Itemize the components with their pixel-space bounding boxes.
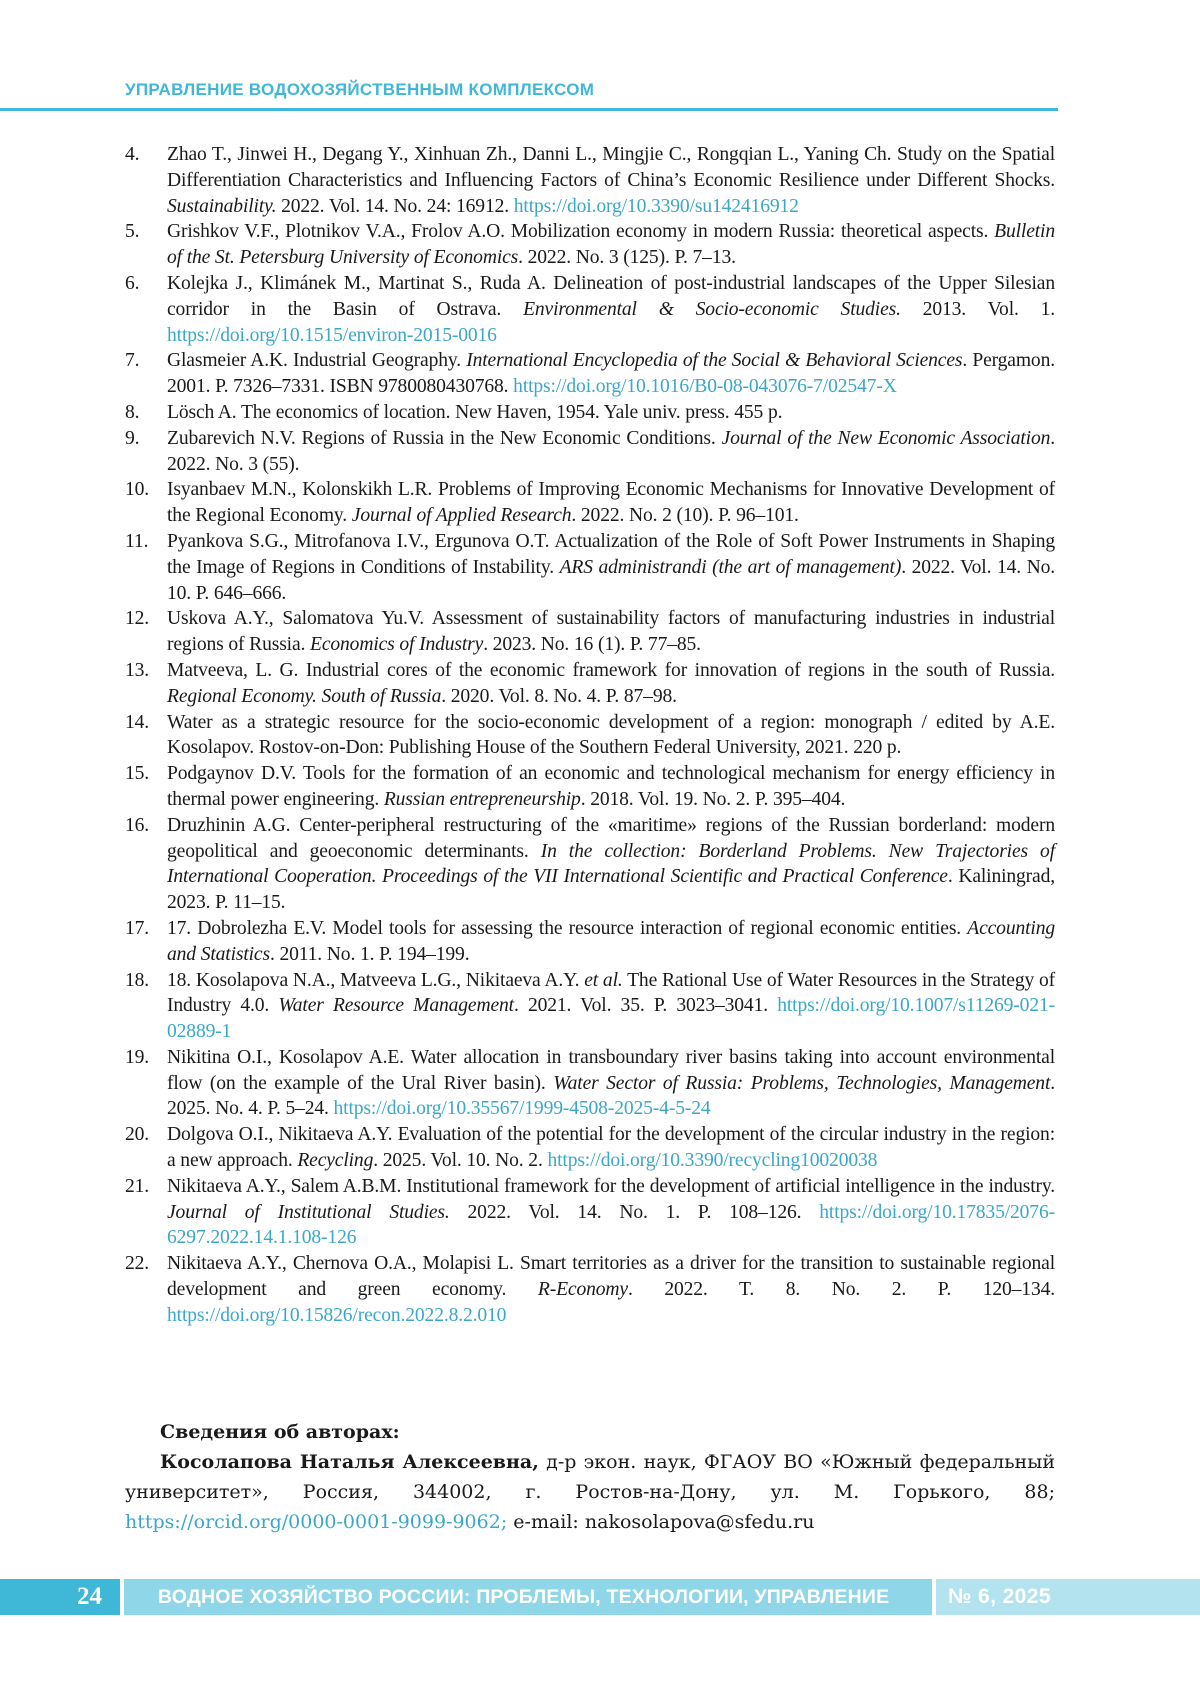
reference-number: 7. [125, 350, 140, 372]
reference-item [125, 1122, 1055, 1174]
reference-source: Regional Economy. South of Russia [167, 685, 442, 707]
reference-item [125, 813, 1055, 916]
reference-text: . 2022. No. 3 (125). P. 7–13. [518, 247, 736, 269]
reference-text: . 2022. T. 8. No. 2. P. 120–134. [627, 1279, 1055, 1301]
reference-text: Lösch A. The economics of location. New Haven, 1954. Yale univ. press. 455 p. [167, 401, 783, 423]
reference-list [125, 142, 1055, 1329]
reference-text: The Rational Use of Water Resources in the Strategy of Industry 4.0. [167, 969, 1055, 1017]
reference-text: Druzhinin A.G. Center-peripheral restructuring of the «maritime» regions of the Russian borderland: modern geopolitical and geoeconomic determinants. [167, 814, 1055, 862]
header-rule [0, 108, 1058, 111]
reference-item [125, 606, 1055, 658]
reference-number: 15. [125, 763, 150, 785]
reference-number: 17. [125, 917, 150, 939]
reference-number: 6. [125, 272, 140, 294]
reference-text: . 2018. Vol. 19. No. 2. P. 395–404. [580, 788, 846, 810]
reference-text: . 2020. Vol. 8. No. 4. P. 87–98. [441, 685, 677, 707]
reference-item [125, 710, 1055, 762]
reference-text: . Kaliningrad, 2023. P. 11–15. [167, 866, 1055, 914]
author-entry [125, 1447, 1055, 1537]
authors-section [125, 1417, 1055, 1537]
reference-source: R-Economy [537, 1279, 628, 1301]
reference-source: Journal of Applied Research [351, 505, 572, 527]
reference-number: 5. [125, 221, 140, 243]
issue-number: № 6, 2025 [936, 1579, 1200, 1615]
reference-text: Nikitina O.I., Kosolapov A.E. Water allocation in transboundary river basins taking into account environmental flow (on the example of the Ural River basin). [167, 1046, 1055, 1094]
reference-text: . 2023. No. 16 (1). P. 77–85. [483, 634, 701, 656]
reference-number: 20. [125, 1124, 150, 1146]
reference-text: Kolejka J., Klimánek M., Martinat S., Ruda A. Delineation of post-industrial landscapes of the Upper Silesian corridor in the Basin of Ostrava. [167, 272, 1055, 320]
reference-item [125, 1045, 1055, 1122]
reference-text: Glasmeier A.K. Industrial Geography. [167, 350, 467, 372]
reference-doi-link[interactable]: https://doi.org/10.3390/recycling10020038 [547, 1150, 878, 1172]
reference-text: . 2022. Vol. 14. No. 10. P. 646–666. [167, 556, 1056, 604]
reference-source: In the collection: Borderland Problems. New Trajectories of International Cooperation. Proceedings of the VII International Scientific and Practical Conference [167, 840, 1055, 888]
reference-number: 9. [125, 427, 140, 449]
reference-text: Pyankova S.G., Mitrofanova I.V., Ergunova O.T. Actualization of the Role of Soft Power Instruments in Shaping the Image of Regions in Conditions of Instability. [167, 530, 1055, 578]
reference-number: 10. [125, 479, 150, 501]
author-email: e-mail: nakosolapova@sfedu.ru [507, 1511, 815, 1533]
author-details: д-р экон. наук, ФГАОУ ВО «Южный федеральный университет», Россия, 344002, г. Ростов-на-Дону, ул. М. Горького, 88; [125, 1451, 1055, 1503]
reference-text: 2013. Vol. 1. [900, 298, 1055, 320]
reference-text: Nikitaeva A.Y., Chernova O.A., Molapisi L. Smart territories as a driver for the transition to sustainable regional development and green economy. [167, 1253, 1055, 1301]
reference-number: 13. [125, 659, 150, 681]
reference-text: 18. Kosolapova N.A., Matveeva L.G., Nikitaeva A.Y. [167, 969, 585, 991]
reference-text: Zhao T., Jinwei H., Degang Y., Xinhuan Zh., Danni L., Mingjie C., Rongqian L., Yaning Ch. Study on the Spatial Differentiation Characteristics and Influencing Factors of China’s Economic Resilience under Different Shocks. [167, 144, 1055, 191]
reference-text: Podgaynov D.V. Tools for the formation of an economic and technological mechanism for energy efficiency in thermal power engineering. [167, 763, 1055, 810]
reference-item [125, 219, 1055, 271]
page-number: 24 [0, 1579, 120, 1615]
reference-text: . 2011. No. 1. P. 194–199. [269, 943, 470, 965]
reference-doi-link[interactable]: https://doi.org/10.3390/su142416912 [513, 195, 799, 217]
reference-text: . 2022. No. 3 (55). [167, 427, 1055, 475]
reference-source: ARS administrandi (the art of management) [559, 556, 902, 578]
reference-doi-link[interactable]: https://doi.org/10.15826/recon.2022.8.2.010 [167, 1304, 507, 1326]
reference-text: 17. Dobrolezha E.V. Model tools for assessing the resource interaction of regional economic entities. [167, 917, 968, 939]
reference-doi-link[interactable]: https://doi.org/10.17835/2076-6297.2022.14.1.108-126 [167, 1201, 1055, 1249]
reference-source: Water Resource Management [278, 995, 514, 1017]
reference-source: Water Sector of Russia: Problems, Technologies, Management [553, 1072, 1051, 1094]
reference-item [125, 400, 1055, 426]
reference-text: Uskova A.Y., Salomatova Yu.V. Assessment of sustainability factors of manufacturing industries in industrial regions of Russia. [167, 608, 1055, 656]
reference-text: . 2025. No. 4. P. 5–24. [167, 1072, 1055, 1120]
reference-source: Sustainability. [167, 195, 277, 217]
reference-number: 22. [125, 1253, 150, 1275]
reference-item [125, 1174, 1055, 1251]
reference-source: Journal of the New Economic Association [721, 427, 1051, 449]
reference-item [125, 968, 1055, 1045]
reference-item [125, 348, 1055, 400]
reference-item [125, 426, 1055, 478]
reference-number: 8. [125, 401, 140, 423]
reference-item [125, 477, 1055, 529]
reference-text: 2022. Vol. 14. No. 1. P. 108–126. [449, 1201, 820, 1223]
page-footer [0, 1579, 1200, 1615]
reference-source: Journal of Institutional Studies. [167, 1201, 450, 1223]
reference-text: Matveeva, L. G. Industrial cores of the economic framework for innovation of regions in the south of Russia. [167, 659, 1055, 681]
reference-text: Nikitaeva A.Y., Salem A.B.M. Institutional framework for the development of artificial intelligence in the industry. [167, 1175, 1055, 1197]
reference-item [125, 916, 1055, 968]
reference-doi-link[interactable]: https://doi.org/10.35567/1999-4508-2025-4-5-24 [333, 1098, 711, 1120]
reference-source: Economics of Industry [310, 634, 484, 656]
journal-title: ВОДНОЕ ХОЗЯЙСТВО РОССИИ: ПРОБЛЕМЫ, ТЕХНОЛОГИИ, УПРАВЛЕНИЕ [124, 1579, 932, 1615]
reference-text: Grishkov V.F., Plotnikov V.A., Frolov A.O. Mobilization economy in modern Russia: theoretical aspects. [167, 221, 995, 243]
reference-number: 11. [125, 530, 149, 552]
reference-text: . 2022. No. 2 (10). P. 96–101. [571, 505, 799, 527]
reference-number: 18. [125, 969, 150, 991]
reference-number: 4. [125, 144, 140, 165]
reference-item [125, 1251, 1055, 1328]
reference-item [125, 529, 1055, 606]
reference-item [125, 271, 1055, 348]
reference-source: Recycling [297, 1150, 374, 1172]
reference-item [125, 761, 1055, 813]
reference-text: Dolgova O.I., Nikitaeva A.Y. Evaluation of the potential for the development of the circular industry in the region: a new approach. [167, 1124, 1055, 1172]
reference-doi-link[interactable]: https://doi.org/10.1515/environ-2015-0016 [167, 324, 497, 346]
reference-source: International Encyclopedia of the Social & Behavioral Sciences [466, 350, 963, 372]
reference-text: 2022. Vol. 14. No. 24: 16912. [276, 195, 514, 217]
authors-heading: Сведения об авторах: [160, 1421, 400, 1443]
reference-text: Zubarevich N.V. Regions of Russia in the New Economic Conditions. [167, 427, 722, 449]
reference-number: 21. [125, 1175, 150, 1197]
reference-source: Environmental & Socio-economic Studies. [523, 298, 901, 320]
author-name: Косолапова Наталья Алексеевна, [160, 1451, 539, 1473]
reference-number: 12. [125, 608, 150, 630]
reference-number: 14. [125, 711, 150, 733]
reference-number: 19. [125, 1046, 150, 1068]
reference-item [125, 142, 1055, 219]
reference-text: Water as a strategic resource for the socio-economic development of a region: monograph / edited by A.E. Kosolapov. Rostov-on-Don: Publishing House of the Southern Federal University, 2021. 220 p. [167, 711, 1055, 759]
reference-source: Accounting and Statistics [167, 917, 1055, 965]
reference-text: . 2025. Vol. 10. No. 2. [373, 1150, 548, 1172]
running-header: УПРАВЛЕНИЕ ВОДОХОЗЯЙСТВЕННЫМ КОМПЛЕКСОМ [125, 80, 595, 99]
reference-doi-link[interactable]: https://doi.org/10.1007/s11269-021-02889-1 [167, 995, 1055, 1043]
reference-source: Bulletin of the St. Petersburg University of Economics [167, 221, 1055, 269]
reference-doi-link[interactable]: https://doi.org/10.1016/B0-08-043076-7/02547-X [513, 376, 897, 398]
reference-text: . Pergamon. 2001. P. 7326–7331. ISBN 9780080430768. [167, 350, 1055, 398]
reference-text: Isyanbaev M.N., Kolonskikh L.R. Problems of Improving Economic Mechanisms for Innovative Development of the Regional Economy. [167, 479, 1055, 527]
reference-item [125, 658, 1055, 710]
reference-source: et al. [584, 969, 623, 991]
reference-number: 16. [125, 814, 150, 836]
author-orcid-link[interactable]: https://orcid.org/0000-0001-9099-9062; [125, 1511, 508, 1533]
reference-text: . 2021. Vol. 35. P. 3023–3041. [513, 995, 778, 1017]
reference-source: Russian entrepreneurship [383, 788, 581, 810]
